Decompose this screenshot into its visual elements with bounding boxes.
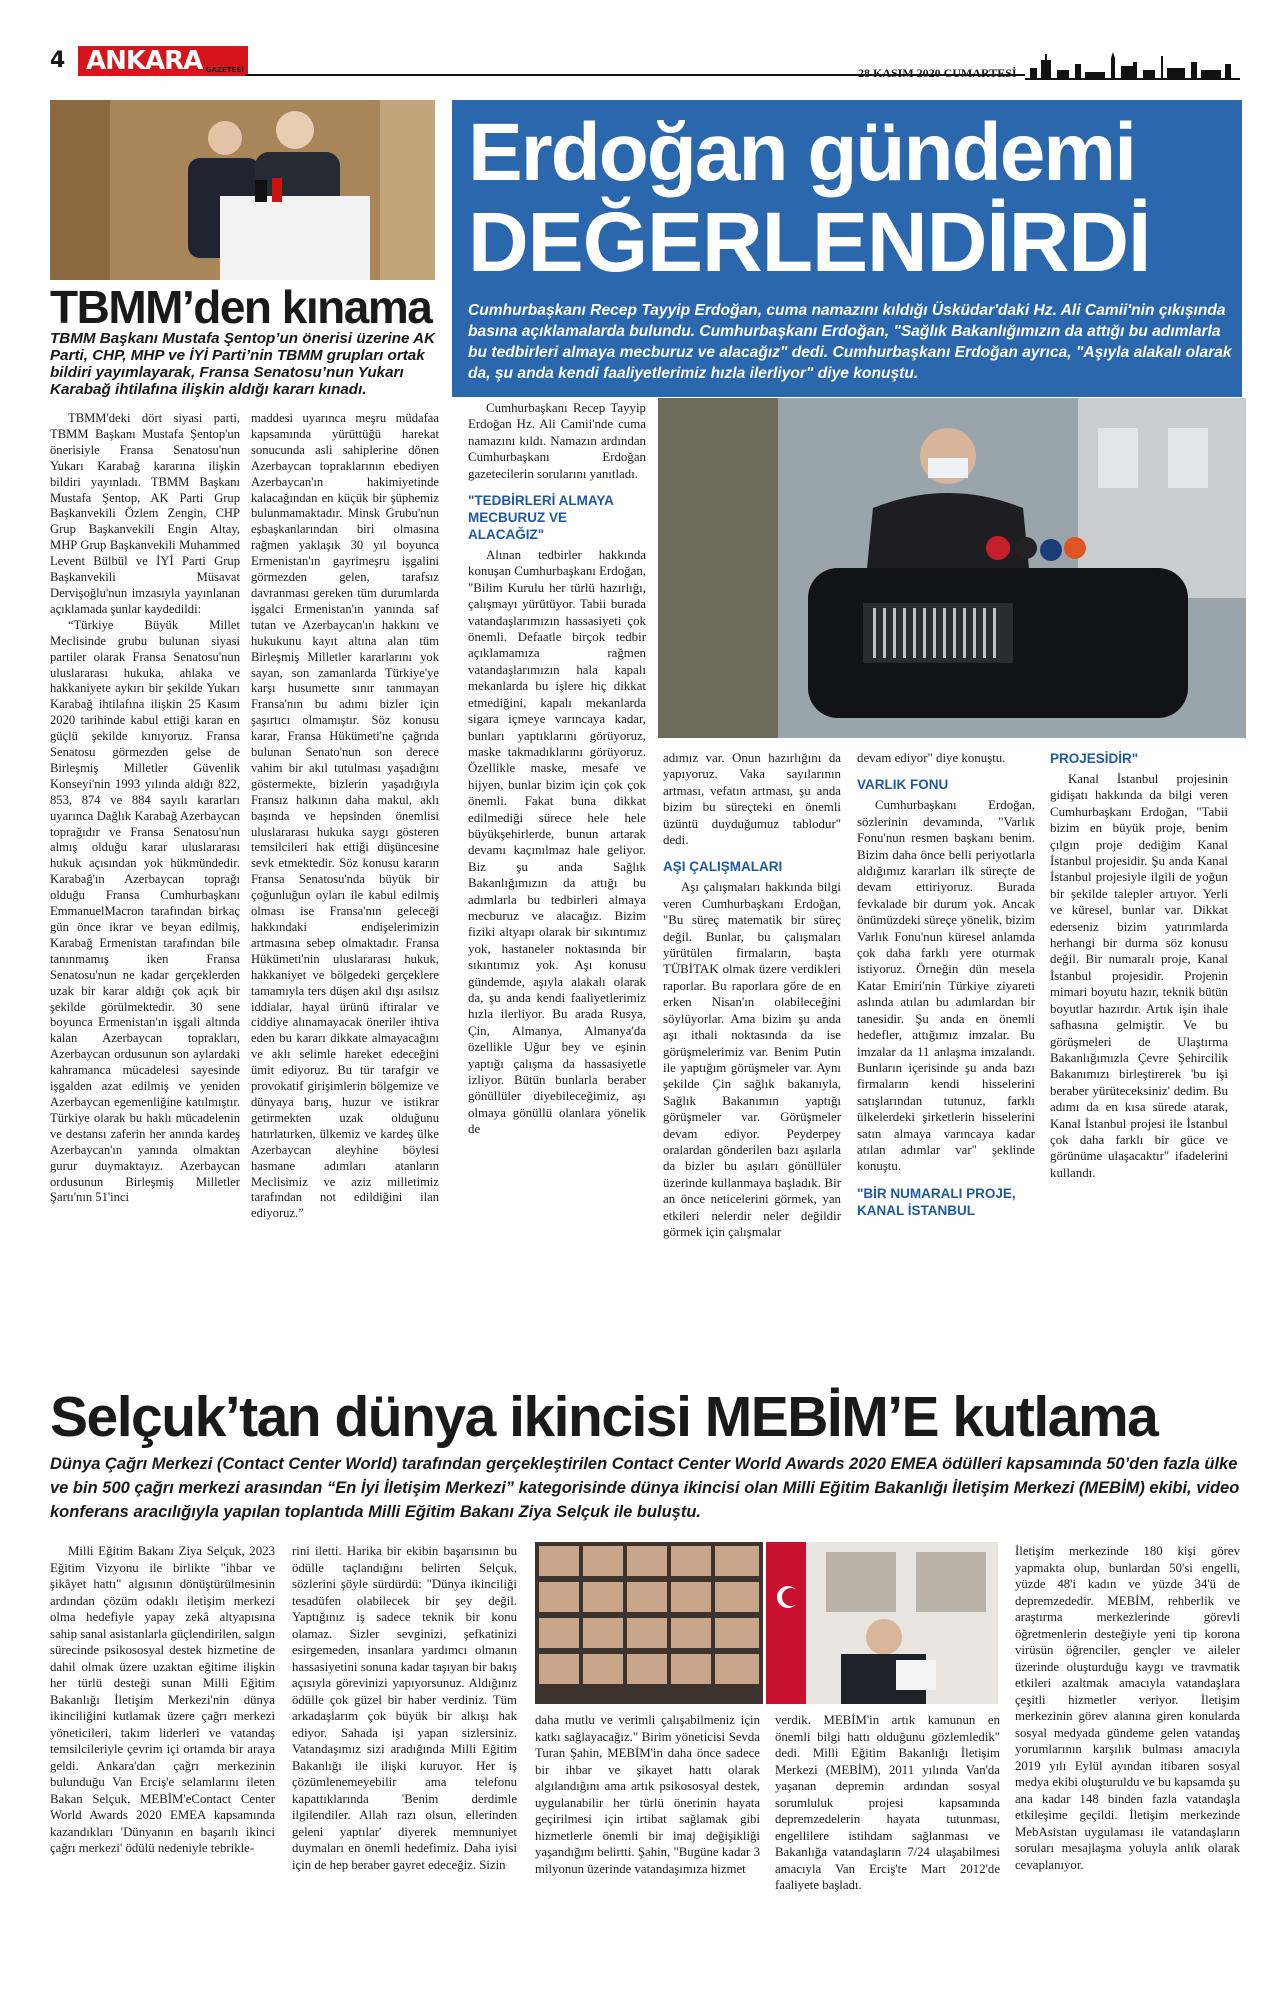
erdogan-headline-line1: Erdoğan gündemi xyxy=(468,107,1135,198)
mebim-col-3 xyxy=(535,1712,760,1877)
tbmm-paragraph: maddesi uyarınca meşru müdafaa kapsamında yürüttüğü harekat sonucunda asli sahiplerine dönen Azerbaycan topraklarının ebediyen Azerbaycan'ın hakimiyetinde kalacağından en küçük bir şüphemiz bulunmamaktadır. Minsk Grubu'nun eşbaşkanlarından biri olmasına rağmen yaklaşık 30 yıl boyunca Ermenistan'ın gayrimeşru işgalini görmezden gelen, tarafsız davranması gereken tüm durumlarda işgalci Ermenistan'ın yanında saf tutan ve Azerbaycan'ın hakkını ve hukukunu kayıt altına alan tüm Birleşmiş Milletler kararlarını yok sayan, son zamanlarda Türkiye'ye karşı husumette sınır tanımayan Fransa'nın bu adımı bizler için şaşırtıcı olmamıştır. Söz konusu karar, Fransa Hükümeti'ne çağrıda bulunan Senato'nun son derece vahim bir akıl tutulması yaşadığını göstermekte, bizlerin yaşadığıyla Fransız halkının daha makul, aklı başında ve hepsinden önemlisi uluslararası hukuka saygı gösteren temsilcileri hak ettiği düşüncesine sevk etmektedir. Söz konusu kararın Fransa Senatosu'nda büyük bir çoğunluğun oyları ile kabul edilmiş olması ise Fransa'nın geleceği hakkındaki endişelerimizin artmasına sebep olmaktadır. Fransa Hükümeti'nin uluslararası hukuk, hakkaniyet ve bölgedeki gerçeklere tamamıyla ters düşen akıl dışı asılsız iddialar, hayal ürünü iftiralar ve ciddiye alınamayacak öneriler ihtiva eden bu kararı dikkate almayacağını ve aklı selimle hareket edeceğini ümit ediyoruz. Bu tür tarafgir ve provokatif girişimlerin bölgemize ve dünyaya barış, huzur ve istikrar getirmekten uzak olduğunu hatırlatırken, ülkemiz ve kardeş ülke Azerbaycan aleyhine böylesi hasmane adımları atanların Meclisimiz ve aziz milletimiz tarafından not edildiğini ilan ediyoruz.” xyxy=(251,411,439,1221)
tbmm-subtitle: TBMM Başkanı Mustafa Şentop’un önerisi üzerine AK Parti, CHP, MHP ve İYİ Parti’nin TBMM grupları ortak bildiri yayımlayarak, Fransa Senatosu’nun Yukarı Karabağ ihtilafına ilişkin aldığı kararı kınadı. xyxy=(50,330,436,398)
erdogan-col-2 xyxy=(663,750,841,1240)
mebim-col-2 xyxy=(292,1543,517,1873)
minister-photo xyxy=(766,1542,998,1704)
erdogan-paragraph: Aşı çalışmaları hakkında bilgi veren Cumhurbaşkanı Erdoğan, "Bu süreç matematik bir süreç değil. Bunlar, bu çalışmaları yürütülen firmaların, başta TÜBİTAK olmak üzere verdikleri raporlar. Bu raporlara göre de en erken Nisan'ın olabileceğini söylüyorlar. Ama bizim şu anda aşı ithali noktasında da ise görüşmelerimiz var. Benim Putin ile yaptığım görüşmeler var. Aynı şekilde Çin sağlık bakanıyla, Sağlık Bakanımın yaptığı görüşmeler var. Görüşmeler devam ediyor. Peyderpey oralardan gönderilen bazı aşılarla da bizler bu aşıları gönüllüler üzerinde kullanmaya başladık. Bir an önce neticelerini görmek, yan etkileri nelerdir neler değildir görmek için çalışmalar xyxy=(663,880,841,1239)
erdogan-headline-line2: DEĞERLENDİRDİ xyxy=(468,195,1151,289)
tbmm-col-2 xyxy=(251,411,439,1222)
tbmm-paragraph: TBMM'deki dört siyasi parti, TBMM Başkanı Mustafa Şentop'un önerisiyle Fransa Senatosu'nun Yukarı Karabağ kararına ilişkin bildiri yayınladı. TBMM Başkanı Mustafa Şentop, AK Parti Grup Başkanvekili Özlem Zengin, CHP Grup Başkanvekili Engin Altay, MHP Grup Başkanvekili Muhammed Levent Bülbül ve İYİ Parti Grup Başkanvekili Müsavat Dervişoğlu'nun imzasıyla yayınlanan açıklamada şunlar kaydedildi: xyxy=(50,411,240,616)
mebim-paragraph: İletişim merkezinde 180 kişi görev yapmakta olup, bunlardan 50'si engelli, yüzde 48'i kadın ve yüzde 34'ü de depremzededir. MEBİM, rehberlik ve araştırma merkezlerinde görevli öğretmenlerin desteğiyle yeni tip korona virüsün öğrenciler, gençler ve aileler üzerinde oluşturduğu kaygı ve travmatik etkileri azaltmak amacıyla vatandaşlara çeşitli hizmetler veriyor. İletişim merkezinin görev alanına giren konularda sosyal medyada gündeme gelen vatandaş yorumlarının karşılık bulması amacıyla 2019 yılı Eylül ayından itibaren sosyal medya ekibi oluşturuldu ve bu kapsamda şu ana kadar 148 binden fazla vatandaşla etkileşime geçildi. İletişim merkezinde MebAsistan uygulaması ile vatandaşların soruları mesajlaşma yoluyla anlık olarak cevaplanıyor. xyxy=(1015,1544,1240,1872)
tbmm-headline: TBMM’den kınama xyxy=(50,281,432,333)
tbmm-photo xyxy=(50,100,435,280)
logo-text: ANKARA xyxy=(86,46,203,76)
video-conference-photo xyxy=(535,1542,763,1704)
erdogan-paragraph: devam ediyor" diye konuştu. xyxy=(857,751,1006,765)
tbmm-paragraph: “Türkiye Büyük Millet Meclisinde grubu bulunan siyasi partiler olarak Fransa Senatosu'nun uluslararası hukuka, ahlaka ve hakkaniyete aykırı bir şekilde Yukarı Karabağ ihtilafına ilişkin 25 Kasım 2020 tarihinde kabul ettiği karan en güçlü şekilde kınıyoruz. Fransa Senatosu görmezden gelse de Birleşmiş Milletler Güvenlik Konseyi'nin 1993 yılında aldığı 822, 853, 874 ve 884 sayılı kararları uyarınca Dağlık Karabağ Azerbaycan toprağıdır ve Fransa Senatosu'nun almış olduğu karar uluslararası hukuk açısından yok hükmündedir. Karabağ'ın Azerbaycan toprağı olduğu Fransa Cumhurbaşkanı EmmanuelMacron tarafından birkaç gün önce ikrar ve beyan edilmiş, Karabağ Ermenistan tarafından bile tanınmamış iken Fransa Senatosu'nun ne kadar gerçeklerden uzak bir karar aldığı çok açık bir şekilde görülmektedir. 30 sene boyunca Ermenistan'ın işgali altında kalan Azerbaycan toprakları, Azerbaycan ordusunun son aylardaki kahramanca mücadelesi sayesinde işgalden azat edilmiş ve yeniden Azerbaycan egemenliğine katılmıştır. Türkiye olarak bu haklı mücadelenin ve destansı zaferin her anında kardeş Azerbaycan'ın yanında olmaktan gurur duymaktayız. Azerbaycan ordusunun Birleşmiş Milletler Şartı'nın 51'inci xyxy=(50,617,240,1205)
erdogan-subhead-kanal: "BİR NUMARALI PROJE, KANAL İSTANBUL xyxy=(857,1185,1016,1218)
erdogan-subhead-kanal-cont: PROJESİDİR" xyxy=(1050,751,1139,766)
page-number: 4 xyxy=(50,48,66,73)
mebim-paragraph: verdik. MEBİM'in artık kamunun en önemli bilgi hattı olduğunu gözlemledik" dedi. Milli Eğitim Bakanlığı İletişim Merkezi (MEBİM), 2011 yılında Van'da yaşanan depremin ardından sosyal sorumluluk projesi kapsamında depremzedelerin hayata tutunması, engellilere istihdam sağlanması ve Bakanlığa vatandaşların 7/24 ulaşabilmesi amacıyla Van Erciş'te Mart 2012'de faaliyete başladı. xyxy=(775,1713,1000,1892)
mebim-col-4 xyxy=(775,1712,1000,1894)
erdogan-col-1 xyxy=(468,400,646,1138)
erdogan-subhead-tedbirler: "TEDBİRLERİ ALMAYA MECBURUZ VE ALACAĞIZ" xyxy=(468,493,614,543)
newspaper-logo xyxy=(78,46,248,76)
mebim-headline: Selçuk’tan dünya ikincisi MEBİM’E kutlama xyxy=(50,1385,1158,1449)
erdogan-paragraph: Alınan tedbirler hakkında konuşan Cumhurbaşkanı Erdoğan, "Bilim Kurulu her türlü hazırlığı, çalışmayı yürütüyor. Tabii burada vatandaşlarımızın hassasiyeti çok önemli. Defaatle birçok tedbir açıklamamıza rağmen vatandaşlarımızın hala kapalı mekanlarda bu işlere hiç dikkat etmediğini, kapalı mekanlarda sigara içmeye varıncaya kadar, bunları yaptıklarını görüyoruz, maske takmadıklarını görüyoruz. Özellikle maske, mesafe ve hijyen, bunlar bizim için çok çok önemli. Fakat buna dikkat edilmediği sürece hele hele büyükşehirlerde, bunun artarak devamı kaçınılmaz hale geliyor. Biz şu anda Sağlık Bakanlığımızın da attığı bu adımlarla bu tedbirleri almaya mecburuz ve alacağız. Bizim fiziki altyapı olarak bir sıkıntımız yok, hastaneler noktasında bir sıkıntımız yok. Aşı konusu gündemde, aşıyla alakalı olarak da, şu anda kendi faaliyetlerimiz hızla ilerliyor. Bu arada Rusya, Çin, Almanya, Almanya'da özellikle Uğur bey ve eşinin yaptığı çalışma da hassasiyetle izliyor. Bütün bunlarla beraber gönüllüler diyebileceğimiz, aşı olmaya gönüllü olanlara yönelik de xyxy=(468,548,646,1137)
mebim-subtitle: Dünya Çağrı Merkezi (Contact Center World) tarafından gerçekleştirilen Contact Center World Awards 2020 EMEA ödülleri kapsamında 50’den fazla ülke ve bin 500 çağrı merkezi arasından “En İyi İletişim Merkezi” kategorisinde dünya ikincisi olan Milli Eğitim Bakanlığı İletişim Merkezi (MEBİM) ekibi, video konferans aracılığıyla yapılan toplantıda Milli Eğitim Bakanı Ziya Selçuk ile buluştu. xyxy=(50,1455,1240,1521)
tbmm-col-1 xyxy=(50,411,240,1206)
issue-date: 28 KASIM 2020 CUMARTESİ xyxy=(858,66,1017,80)
erdogan-subtitle: Cumhurbaşkanı Recep Tayyip Erdoğan, cuma namazını kıldığı Üsküdar'daki Hz. Ali Camii'nin çıkışında basına açıklamalarda bulundu. Cumhurbaşkanı Erdoğan, "Sağlık Bakanlığımızın da attığı bu adımlarla bu tedbirleri almaya mecburuz ve alacağız" dedi. Cumhurbaşkanı Erdoğan ayrıca, "Aşıyla alakalı olarak da, şu anda kendi faaliyetlerimiz hızla ilerliyor" diye konuştu. xyxy=(468,302,1232,382)
mebim-paragraph: rini iletti. Harika bir ekibin başarısının bu ödülle taçlandığını belirten Selçuk, sözlerini şöyle sürdürdü: "Dünya ikinciliği tesadüfen olabilecek bir şey değil. Yaptığınız iş sadece teknik bir konu olamaz. Sizler sevginizi, şefkatinizi esirgemeden, insanlara yardımcı olmanın hassasiyetini sonuna kadar taşıyan bir bakış açısıyla görevinizi yapıyorsunuz. Aldığınız ödülle çok güzel bir haber verdiniz. Tüm arkadaşlarım çok büyük bir alkışı hak ediyor. Sahada işi yapan sizlersiniz. Vatandaşımız sizi aradığında Milli Eğitim Bakanlığı ile ilişki kuruyor. Her iş çözümlenemeyebilir ama telefonu kapattıklarında 'Benim derdimle ilgilendiler. Allah razı olsun, ellerinden geleni yaptılar' diyerek memnuniyet duymaları en önemli hedefimiz. Daha iyisi için de hep beraber gayret edeceğiz. Sizin xyxy=(292,1544,517,1872)
erdogan-paragraph: Cumhurbaşkanı Recep Tayyip Erdoğan Hz. Ali Camii'nde cuma namazını kıldı. Namazın ardından Cumhurbaşkanı Erdoğan gazetecilerin sorularını yanıtladı. xyxy=(468,401,646,481)
erdogan-photo xyxy=(658,398,1246,738)
erdogan-subhead-asi: AŞI ÇALIŞMALARI xyxy=(663,859,783,875)
erdogan-paragraph: Cumhurbaşkanı Erdoğan, sözlerinin devamında, "Varlık Fonu'nun resmen başkanı benim. Bizim daha önce belli periyotlarla aldığımız kararları ilk süreçte de devam ettiriyoruz. Burada fevkalade bir durum yok. Ancak önümüzdeki süreçe yönelik, bizim Varlık Fonu'nun küresel anlamda çok daha farklı yere oturmak istiyoruz. Örneğin dün mesela Katar Emiri'nin Türkiye ziyareti aslında atılan bu adımlardan bir tanesidir. Şu anda en önemli hedefler, attığımız imzalar. Bu imzalar da 11 anlaşma imzalandı. Bunların içerisinde şu anda bazı firmaların kendi hisselerini satışlarından tutunuz, farklı ülkelerdeki şirketlerin hisselerini satın almaya varıncaya kadar atılan adımlar var" şeklinde konuştu. xyxy=(857,798,1035,1174)
erdogan-subhead-varlik: VARLIK FONU xyxy=(857,777,949,793)
logo-subtext: GAZETESİ xyxy=(205,66,244,74)
erdogan-col-4 xyxy=(1050,750,1228,1181)
erdogan-paragraph: Kanal İstanbul projesinin gidişatı hakkında da bilgi veren Cumhurbaşkanı Erdoğan, "Tabii bizim en büyük proje, benim çılgın proje dediğim Kanal İstanbul projesidir. Şu anda Kanal İstanbul projesiyle ilgili de yoğun bir şekilde talepler artıyor. Yerli ve küresel, bunlar var. Dikkat ederseniz bizim yatırımlarda herhangi bir durma söz konusu değil. Bir numaralı proje, Kanal İstanbul projesidir. Projenin mimari boyutu hazır, teknik bütün boyutlar hazırdır. Artık işin ihale safhasına gelmiştir. Ve bu görüşmeleri de Ulaştırma Bakanlığımızla Çevre Şehircilik Bakanımızı birleştirerek 'bu işi beraber yürüteceksiniz' dedim. Bu adımı da en kısa sürede atarak, Kanal İstanbul projesi ile İstanbul çok daha farklı bir güce ve görünüme ulaşacaktır" ifadelerini kullandı. xyxy=(1050,772,1228,1180)
skyline-icon xyxy=(1025,50,1240,80)
mebim-col-5 xyxy=(1015,1543,1240,1873)
masthead xyxy=(50,44,1240,84)
mebim-paragraph: Milli Eğitim Bakanı Ziya Selçuk, 2023 Eğitim Vizyonu ile birlikte "ihbar ve şikâyet hattı" algısının dönüştürülmesinin ardından çözüm odaklı iletişim merkezi olma hedefiyle yapay zekâ altyapısına sahip sanal asistanlarla güçlendirilen, salgın sürecinde psikososyal destek hizmetine de dahil olmak üzere uzaktan eğitime ilişkin her türlü desteği sunan Milli Eğitim Bakanlığı İletişim Merkezi'nin dünya ikinciliğini kutlamak üzere çağrı merkezi yöneticileri, takım liderleri ve vatandaş temsilcileriyle çevrim içi ortamda bir araya geldi. Ankara'dan çağrı merkezinin bulunduğu Van Erciş'e selamlarını ileten Bakan Selçuk, MEBİM'eContact Center World Awards 2020 EMEA kapsamında kazandıkları 'Dünyanın en başarılı ikinci çağrı merkezi' ödülü nedeniyle tebrikle- xyxy=(50,1544,275,1855)
mebim-col-1 xyxy=(50,1543,275,1857)
mebim-paragraph: daha mutlu ve verimli çalışabilmeniz için katkı sağlayacağız." Birim yöneticisi Sevda Turan Şahin, MEBİM'in daha önce sadece bir ihbar ve şikayet hattı olarak algılandığını ama artık psikososyal destek, uygulanabilir her türlü önerinin hayata geçirilmesi için irtibat sağlamak gibi hizmetlerle önemli bir imaj değişikliği yaşandığını belirtti. Şahin, "Bugüne kadar 3 milyonun üzerinde vatandaşımıza hizmet xyxy=(535,1713,760,1876)
erdogan-paragraph: adımız var. Onun hazırlığını da yapıyoruz. Vaka sayılarının artması, vefatın artması, şu anda bizim bu süreçteki en önemli üzüntü duyduğumuz tablodur" dedi. xyxy=(663,751,841,848)
erdogan-col-3 xyxy=(857,750,1035,1223)
